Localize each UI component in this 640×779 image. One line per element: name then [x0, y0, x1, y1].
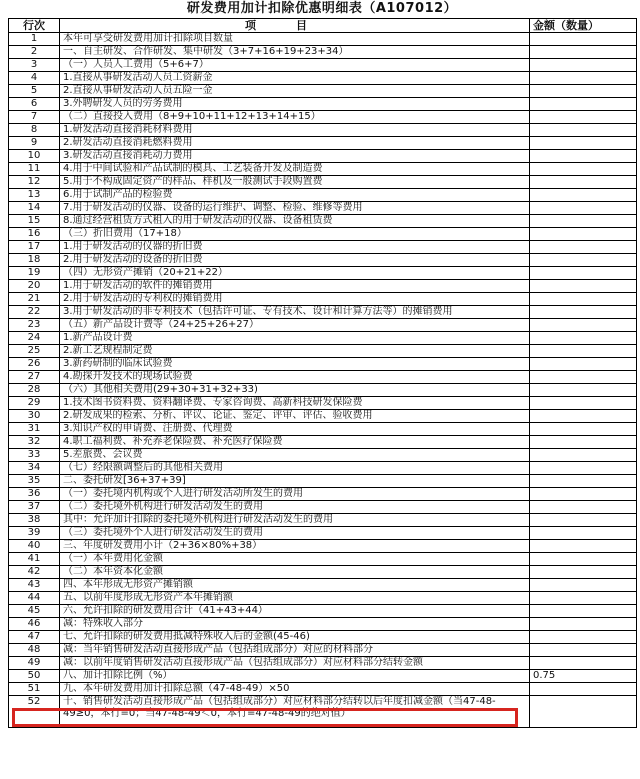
row-number-cell: 35 — [9, 475, 60, 488]
amount-cell[interactable] — [530, 189, 637, 202]
amount-cell[interactable] — [530, 462, 637, 475]
table-row — [9, 605, 637, 618]
table-row — [9, 176, 637, 189]
header-row — [9, 19, 637, 33]
table-row — [9, 33, 637, 46]
item-cell: 3.新药研制的临床试验费 — [60, 358, 530, 371]
amount-cell[interactable] — [530, 449, 637, 462]
amount-cell[interactable] — [530, 345, 637, 358]
item-cell: 本年可享受研发费用加计扣除项目数量 — [60, 33, 530, 46]
item-cell: 1.直接从事研发活动人员工资薪金 — [60, 72, 530, 85]
item-cell: 减：特殊收入部分 — [60, 618, 530, 631]
row-number-cell: 32 — [9, 436, 60, 449]
table-row — [9, 683, 637, 696]
item-cell: 九、本年研发费用加计扣除总额（47-48-49）×50 — [60, 683, 530, 696]
amount-cell[interactable] — [530, 618, 637, 631]
item-cell: 2.用于研发活动的专利权的摊销费用 — [60, 293, 530, 306]
amount-cell[interactable] — [530, 267, 637, 280]
amount-cell[interactable] — [530, 683, 637, 696]
table-row — [9, 267, 637, 280]
row-number-cell: 4 — [9, 72, 60, 85]
table-row — [9, 59, 637, 72]
item-cell: （七）经限额调整后的其他相关费用 — [60, 462, 530, 475]
item-cell: 4.用于中间试验和产品试制的模具、工艺装备开发及制造费 — [60, 163, 530, 176]
amount-cell[interactable] — [530, 644, 637, 657]
table-row — [9, 280, 637, 293]
amount-cell[interactable] — [530, 241, 637, 254]
item-cell: 一、自主研发、合作研发、集中研发（3+7+16+19+23+34） — [60, 46, 530, 59]
item-cell: 2.直接从事研发活动人员五险一金 — [60, 85, 530, 98]
row-number-cell: 50 — [9, 670, 60, 683]
item-cell: 六、允许扣除的研发费用合计（41+43+44） — [60, 605, 530, 618]
item-cell: 1.技术图书资料费、资料翻译费、专家咨询费、高新科技研发保险费 — [60, 397, 530, 410]
table-row — [9, 124, 637, 137]
item-cell: （二）直接投入费用（8+9+10+11+12+13+14+15） — [60, 111, 530, 124]
amount-cell[interactable] — [530, 111, 637, 124]
table-row — [9, 332, 637, 345]
row-number-cell: 45 — [9, 605, 60, 618]
table-row — [9, 111, 637, 124]
amount-cell[interactable] — [530, 358, 637, 371]
table-row — [9, 696, 637, 728]
amount-cell[interactable] — [530, 46, 637, 59]
row-number-cell: 23 — [9, 319, 60, 332]
item-cell: 八、加计扣除比例（%） — [60, 670, 530, 683]
item-cell: （一）人员人工费用（5+6+7） — [60, 59, 530, 72]
amount-cell[interactable] — [530, 397, 637, 410]
item-cell: （五）新产品设计费等（24+25+26+27） — [60, 319, 530, 332]
amount-cell[interactable] — [530, 163, 637, 176]
amount-cell[interactable] — [530, 319, 637, 332]
amount-cell[interactable] — [530, 501, 637, 514]
item-cell: 三、年度研发费用小计（2+36×80%+38） — [60, 540, 530, 553]
row-number-cell: 14 — [9, 202, 60, 215]
row-number-cell: 41 — [9, 553, 60, 566]
table-row — [9, 72, 637, 85]
amount-cell[interactable] — [530, 475, 637, 488]
item-cell: 十、销售研发活动直接形成产品（包括组成部分）对应材料部分结转以后年度扣减金额（当47-48-49≥0，本行=0；当47-48-49＜0，本行=47-48-49的绝对值） — [60, 696, 530, 728]
row-number-cell: 44 — [9, 592, 60, 605]
table-row — [9, 189, 637, 202]
row-number-cell: 33 — [9, 449, 60, 462]
row-number-cell: 37 — [9, 501, 60, 514]
amount-cell[interactable] — [530, 202, 637, 215]
item-cell: 减：当年销售研发活动直接形成产品（包括组成部分）对应的材料部分 — [60, 644, 530, 657]
row-number-cell: 46 — [9, 618, 60, 631]
amount-cell[interactable] — [530, 384, 637, 397]
table-row — [9, 358, 637, 371]
row-number-cell: 30 — [9, 410, 60, 423]
item-cell: （二）本年资本化金额 — [60, 566, 530, 579]
row-number-cell: 26 — [9, 358, 60, 371]
table-row — [9, 163, 637, 176]
row-number-cell: 47 — [9, 631, 60, 644]
item-cell: 1.用于研发活动的软件的摊销费用 — [60, 280, 530, 293]
row-number-cell: 12 — [9, 176, 60, 189]
item-cell: 8.通过经营租赁方式租入的用于研发活动的仪器、设备租赁费 — [60, 215, 530, 228]
item-cell: （四）无形资产摊销（20+21+22） — [60, 267, 530, 280]
table-row — [9, 475, 637, 488]
amount-cell[interactable] — [530, 423, 637, 436]
table-row — [9, 397, 637, 410]
row-number-cell: 22 — [9, 306, 60, 319]
item-cell: 5.差旅费、会议费 — [60, 449, 530, 462]
amount-cell[interactable] — [530, 410, 637, 423]
row-number-cell: 27 — [9, 371, 60, 384]
row-number-cell: 5 — [9, 85, 60, 98]
table-row — [9, 436, 637, 449]
table-row — [9, 371, 637, 384]
table-row — [9, 644, 637, 657]
table-row — [9, 98, 637, 111]
item-cell: 4.勘探开发技术的现场试验费 — [60, 371, 530, 384]
row-number-cell: 25 — [9, 345, 60, 358]
row-number-cell: 3 — [9, 59, 60, 72]
table-row — [9, 150, 637, 163]
amount-cell[interactable] — [530, 137, 637, 150]
row-number-cell: 18 — [9, 254, 60, 267]
amount-cell[interactable] — [530, 176, 637, 189]
table-row — [9, 306, 637, 319]
row-number-cell: 17 — [9, 241, 60, 254]
table-row — [9, 202, 637, 215]
amount-cell[interactable] — [530, 280, 637, 293]
amount-cell[interactable] — [530, 332, 637, 345]
amount-cell[interactable] — [530, 254, 637, 267]
item-cell: 1.新产品设计费 — [60, 332, 530, 345]
item-cell: 1.用于研发活动的仪器的折旧费 — [60, 241, 530, 254]
row-number-cell: 29 — [9, 397, 60, 410]
table-row — [9, 501, 637, 514]
item-cell: 3.外聘研发人员的劳务费用 — [60, 98, 530, 111]
item-cell: 6.用于试制产品的检验费 — [60, 189, 530, 202]
row-number-cell: 38 — [9, 514, 60, 527]
item-cell: 3.知识产权的申请费、注册费、代理费 — [60, 423, 530, 436]
table-row — [9, 228, 637, 241]
table-row — [9, 488, 637, 501]
table-row — [9, 85, 637, 98]
item-cell: 减：以前年度销售研发活动直接形成产品（包括组成部分）对应材料部分结转金额 — [60, 657, 530, 670]
amount-cell[interactable] — [530, 579, 637, 592]
table-body — [9, 33, 637, 728]
item-cell: （一）本年费用化金额 — [60, 553, 530, 566]
header-row-number: 行次 — [9, 19, 60, 33]
table-row — [9, 657, 637, 670]
amount-cell[interactable] — [530, 436, 637, 449]
amount-cell[interactable] — [530, 215, 637, 228]
amount-cell[interactable] — [530, 98, 637, 111]
row-number-cell: 34 — [9, 462, 60, 475]
amount-cell[interactable] — [530, 514, 637, 527]
row-number-cell: 31 — [9, 423, 60, 436]
amount-cell[interactable] — [530, 605, 637, 618]
item-cell: 3.用于研发活动的非专利技术（包括许可证、专有技术、设计和计算方法等）的摊销费用 — [60, 306, 530, 319]
table-row — [9, 514, 637, 527]
header-item: 项目 — [60, 19, 530, 33]
item-cell: （六）其他相关费用(29+30+31+32+33) — [60, 384, 530, 397]
row-number-cell: 49 — [9, 657, 60, 670]
amount-cell[interactable] — [530, 33, 637, 46]
table-row — [9, 527, 637, 540]
row-number-cell: 39 — [9, 527, 60, 540]
amount-cell[interactable] — [530, 696, 637, 728]
amount-cell[interactable] — [530, 553, 637, 566]
row-number-cell: 10 — [9, 150, 60, 163]
item-cell: 3.研发活动直接消耗动力费用 — [60, 150, 530, 163]
table-row — [9, 592, 637, 605]
table-row — [9, 410, 637, 423]
table-row — [9, 566, 637, 579]
amount-cell[interactable] — [530, 85, 637, 98]
table-row — [9, 553, 637, 566]
row-number-cell: 40 — [9, 540, 60, 553]
row-number-cell: 24 — [9, 332, 60, 345]
amount-cell[interactable] — [530, 124, 637, 137]
amount-cell[interactable] — [530, 371, 637, 384]
table-row — [9, 254, 637, 267]
item-cell: 其中：允许加计扣除的委托境外机构进行研发活动发生的费用 — [60, 514, 530, 527]
item-cell: 七、允许扣除的研发费用抵减特殊收入后的金额(45-46) — [60, 631, 530, 644]
deduction-table — [8, 18, 637, 728]
table-row — [9, 215, 637, 228]
row-number-cell: 2 — [9, 46, 60, 59]
table-row — [9, 46, 637, 59]
table-row — [9, 137, 637, 150]
item-cell: 2.研发活动直接消耗燃料费用 — [60, 137, 530, 150]
item-cell: 2.用于研发活动的设备的折旧费 — [60, 254, 530, 267]
amount-cell[interactable] — [530, 540, 637, 553]
amount-cell[interactable] — [530, 72, 637, 85]
amount-cell[interactable]: 0.75 — [530, 670, 637, 683]
row-number-cell: 48 — [9, 644, 60, 657]
amount-cell[interactable] — [530, 657, 637, 670]
amount-cell[interactable] — [530, 566, 637, 579]
row-number-cell: 28 — [9, 384, 60, 397]
table-row — [9, 384, 637, 397]
table-row — [9, 319, 637, 332]
row-number-cell: 16 — [9, 228, 60, 241]
item-cell: 四、本年形成无形资产摊销额 — [60, 579, 530, 592]
table-row — [9, 618, 637, 631]
item-cell: 二、委托研发[36+37+39] — [60, 475, 530, 488]
row-number-cell: 43 — [9, 579, 60, 592]
row-number-cell: 8 — [9, 124, 60, 137]
amount-cell[interactable] — [530, 150, 637, 163]
item-cell: 5.用于不构成固定资产的样品、样机及一般测试手段购置费 — [60, 176, 530, 189]
amount-cell[interactable] — [530, 488, 637, 501]
row-number-cell: 11 — [9, 163, 60, 176]
item-cell: 4.职工福利费、补充养老保险费、补充医疗保险费 — [60, 436, 530, 449]
amount-cell[interactable] — [530, 527, 637, 540]
table-row — [9, 540, 637, 553]
row-number-cell: 7 — [9, 111, 60, 124]
item-cell: 2.研发成果的检索、分析、评议、论证、鉴定、评审、评估、验收费用 — [60, 410, 530, 423]
row-number-cell: 36 — [9, 488, 60, 501]
row-number-cell: 21 — [9, 293, 60, 306]
amount-cell[interactable] — [530, 631, 637, 644]
item-cell: （一）委托境内机构或个人进行研发活动所发生的费用 — [60, 488, 530, 501]
row-number-cell: 15 — [9, 215, 60, 228]
header-amount: 金额（数量） — [530, 19, 637, 33]
row-number-cell: 52 — [9, 696, 60, 728]
item-cell: 五、以前年度形成无形资产本年摊销额 — [60, 592, 530, 605]
amount-cell[interactable] — [530, 592, 637, 605]
item-cell: 1.研发活动直接消耗材料费用 — [60, 124, 530, 137]
amount-cell[interactable] — [530, 228, 637, 241]
item-cell: （三）折旧费用（17+18） — [60, 228, 530, 241]
table-title: 研发费用加计扣除优惠明细表（A107012） — [186, 1, 458, 16]
table-row — [9, 345, 637, 358]
row-number-cell: 51 — [9, 683, 60, 696]
table-row — [9, 670, 637, 683]
table-row — [9, 241, 637, 254]
table-row — [9, 449, 637, 462]
item-cell: （二）委托境外机构进行研发活动发生的费用 — [60, 501, 530, 514]
item-cell: （三）委托境外个人进行研发活动发生的费用 — [60, 527, 530, 540]
table-row — [9, 462, 637, 475]
row-number-cell: 20 — [9, 280, 60, 293]
table-row — [9, 579, 637, 592]
row-number-cell: 42 — [9, 566, 60, 579]
amount-cell[interactable] — [530, 306, 637, 319]
item-cell: 7.用于研发活动的仪器、设备的运行维护、调整、检验、维修等费用 — [60, 202, 530, 215]
row-number-cell: 19 — [9, 267, 60, 280]
table-row — [9, 631, 637, 644]
table-row — [9, 423, 637, 436]
amount-cell[interactable] — [530, 293, 637, 306]
table-row — [9, 293, 637, 306]
row-number-cell: 13 — [9, 189, 60, 202]
item-cell: 2.新工艺规程制定费 — [60, 345, 530, 358]
row-number-cell: 9 — [9, 137, 60, 150]
amount-cell[interactable] — [530, 59, 637, 72]
row-number-cell: 1 — [9, 33, 60, 46]
row-number-cell: 6 — [9, 98, 60, 111]
